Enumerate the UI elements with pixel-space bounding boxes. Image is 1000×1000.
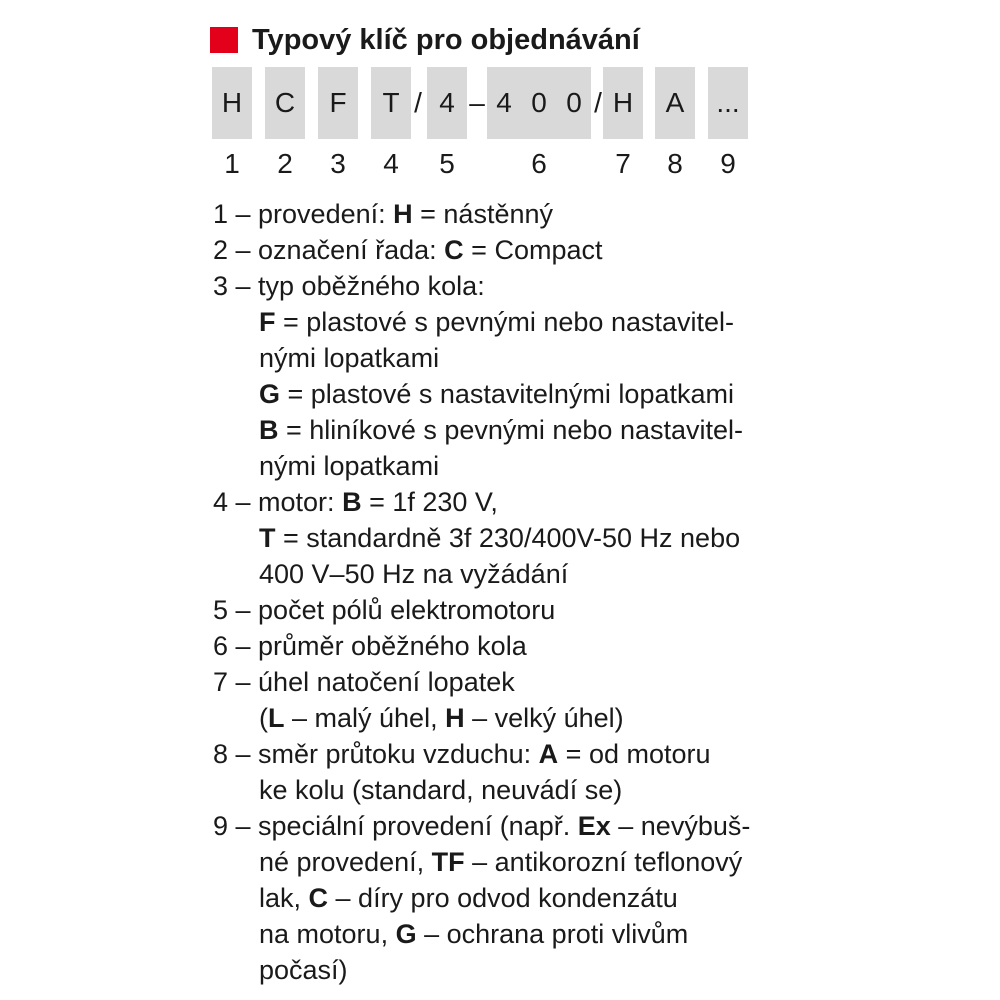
- desc-text: 9 – speciální provedení (např.: [213, 811, 578, 841]
- desc-code: H: [445, 703, 465, 733]
- desc-text: = plastové s nastavitelnými lopatkami: [280, 379, 734, 409]
- key-box-6: [487, 67, 591, 139]
- desc-text: – ochrana proti vlivům: [416, 919, 689, 949]
- key-box-9: ...: [708, 67, 748, 139]
- desc-line-9: [213, 484, 983, 520]
- desc-code: TF: [431, 847, 465, 877]
- key-box-3: F: [318, 67, 358, 139]
- desc-line-6: [213, 376, 983, 412]
- key-separator-slash: /: [414, 87, 422, 118]
- desc-line-21: [213, 916, 983, 952]
- desc-text: = standardně 3f 230/400V-50 Hz nebo: [275, 523, 741, 553]
- desc-text: (: [259, 703, 268, 733]
- key-number-5: 5: [439, 148, 455, 179]
- key-number-4: 4: [383, 148, 399, 179]
- desc-text: 4 – motor:: [213, 487, 343, 517]
- page-title: Typový klíč pro objednávání: [252, 23, 640, 56]
- desc-line-16: [213, 736, 983, 772]
- desc-line-8: nými lopatkami: [259, 451, 440, 481]
- desc-line-19: [213, 844, 983, 880]
- desc-code: L: [268, 703, 285, 733]
- desc-line-17: ke kolu (standard, neuvádí se): [259, 775, 623, 805]
- key-box-8: A: [655, 67, 695, 139]
- desc-text: = od motoru: [558, 739, 711, 769]
- desc-code: C: [308, 883, 329, 913]
- key-description-list: [213, 196, 983, 988]
- desc-text: = plastové s pevnými nebo nastavitel-: [275, 307, 734, 337]
- key-box-7: H: [603, 67, 643, 139]
- desc-line-3: 3 – typ oběžného kola:: [213, 271, 485, 301]
- key-number-7: 7: [615, 148, 631, 179]
- desc-text: – nevýbuš-: [610, 811, 751, 841]
- key-separator-slash-2: /: [594, 87, 602, 118]
- desc-line-4: [213, 304, 983, 340]
- key-box-5: 4: [427, 67, 467, 139]
- desc-text: na motoru,: [259, 919, 396, 949]
- desc-code: A: [538, 739, 559, 769]
- desc-line-7: [213, 412, 983, 448]
- red-square-bullet-icon: [210, 27, 238, 53]
- key-box-2: C: [265, 67, 305, 139]
- key-number-8: 8: [667, 148, 683, 179]
- desc-line-11: 400 V–50 Hz na vyžádání: [259, 559, 569, 589]
- key-box-4: T: [371, 67, 411, 139]
- desc-text: = 1f 230 V,: [361, 487, 498, 517]
- desc-code: H: [393, 199, 413, 229]
- key-separator-dash: –: [469, 87, 485, 118]
- desc-code: T: [259, 523, 276, 553]
- desc-line-10: [213, 520, 983, 556]
- desc-line-15: [213, 700, 983, 736]
- desc-code: G: [395, 919, 417, 949]
- desc-code: B: [342, 487, 362, 517]
- desc-text: 2 – označení řada:: [213, 235, 445, 265]
- desc-text: – antikorozní teflonový: [464, 847, 743, 877]
- key-box-6-digit-1: 4: [496, 87, 512, 118]
- desc-line-5: nými lopatkami: [259, 343, 440, 373]
- key-box-6-digit-2: 0: [531, 87, 547, 118]
- desc-text: = nástěnný: [412, 199, 553, 229]
- desc-line-1: [213, 196, 983, 232]
- key-number-9: 9: [720, 148, 736, 179]
- desc-code: B: [259, 415, 279, 445]
- desc-line-22: počasí): [259, 955, 348, 985]
- key-number-6: 6: [531, 148, 547, 179]
- key-box-1: H: [212, 67, 252, 139]
- desc-line-2: [213, 232, 983, 268]
- desc-code: C: [444, 235, 464, 265]
- section-heading: [210, 20, 640, 60]
- key-box-6-digit-3: 0: [566, 87, 582, 118]
- desc-text: – malý úhel,: [284, 703, 446, 733]
- key-number-3: 3: [330, 148, 346, 179]
- desc-line-14: 7 – úhel natočení lopatek: [213, 667, 515, 697]
- desc-text: né provedení,: [259, 847, 432, 877]
- desc-text: 8 – směr průtoku vzduchu:: [213, 739, 539, 769]
- desc-text: – velký úhel): [464, 703, 624, 733]
- desc-code: G: [259, 379, 281, 409]
- desc-line-18: [213, 808, 983, 844]
- desc-code: Ex: [577, 811, 611, 841]
- key-number-1: 1: [224, 148, 240, 179]
- desc-text: = hliníkové s pevnými nebo nastavitel-: [278, 415, 743, 445]
- desc-code: F: [259, 307, 276, 337]
- desc-text: lak,: [259, 883, 309, 913]
- desc-text: – díry pro odvod kondenzátu: [328, 883, 678, 913]
- desc-line-13: 6 – průměr oběžného kola: [213, 631, 527, 661]
- desc-line-12: 5 – počet pólů elektromotoru: [213, 595, 556, 625]
- key-number-2: 2: [277, 148, 293, 179]
- desc-line-20: [213, 880, 983, 916]
- desc-text: 1 – provedení:: [213, 199, 394, 229]
- desc-text: = Compact: [463, 235, 603, 265]
